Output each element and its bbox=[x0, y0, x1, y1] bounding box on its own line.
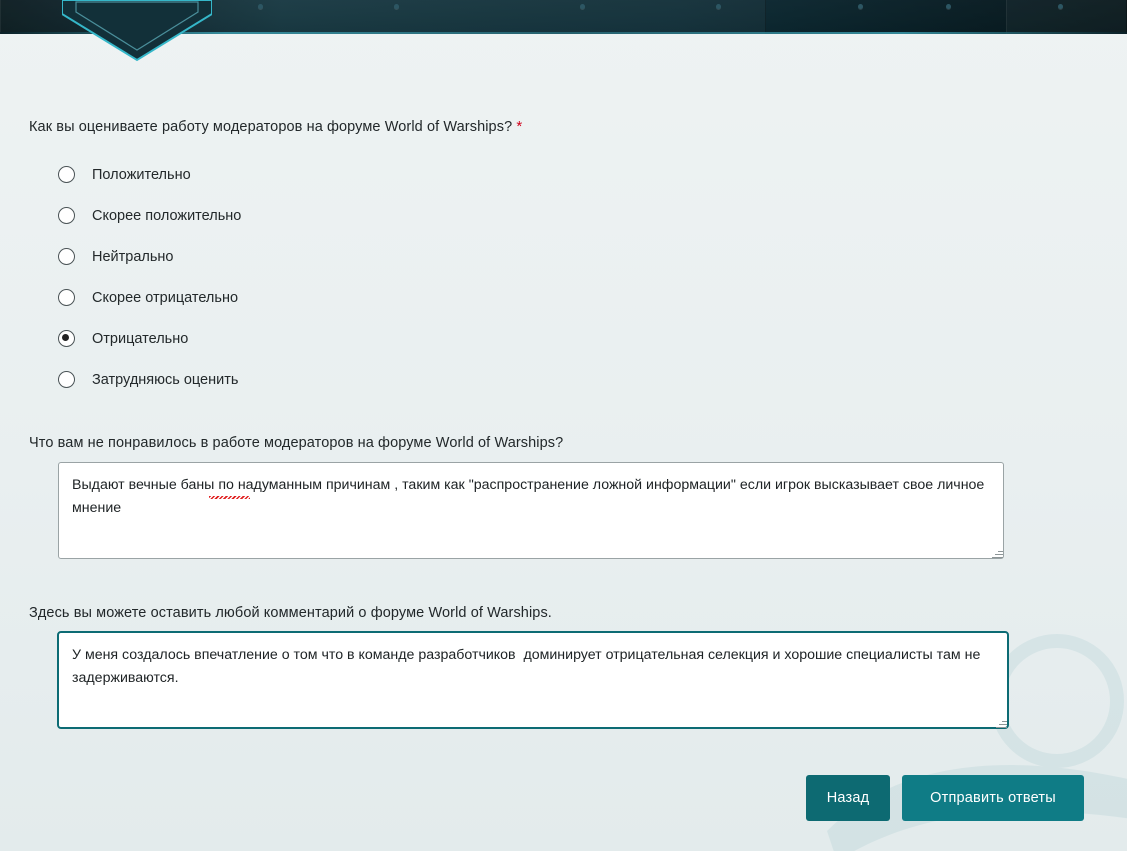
radio-option-rather-negative[interactable] bbox=[58, 277, 241, 318]
question-2-textarea[interactable] bbox=[58, 462, 1004, 559]
submit-answers-button[interactable]: Отправить ответы bbox=[902, 775, 1084, 821]
option-label: Скорее отрицательно bbox=[92, 289, 239, 306]
question-1-text: Как вы оцениваете работу модераторов на форуме World of Warships? bbox=[29, 119, 513, 135]
radio-icon-selected[interactable] bbox=[58, 330, 75, 347]
back-button[interactable]: Назад bbox=[806, 775, 890, 821]
question-3-label: Здесь вы можете оставить любой комментарий о форуме World of Warships. bbox=[29, 605, 552, 621]
radio-icon[interactable] bbox=[58, 166, 75, 183]
radio-option-neutral[interactable] bbox=[58, 236, 241, 277]
option-label: Затрудняюсь оценить bbox=[92, 371, 239, 388]
option-label: Положительно bbox=[92, 166, 191, 183]
banner-glow-line bbox=[0, 32, 1127, 34]
radio-option-hard-to-say[interactable] bbox=[58, 359, 241, 400]
page-banner bbox=[0, 0, 1127, 34]
question-2-label: Что вам не понравилось в работе модераторов на форуме World of Warships? bbox=[29, 435, 564, 451]
required-asterisk: * bbox=[516, 118, 523, 135]
radio-option-negative[interactable] bbox=[58, 318, 241, 359]
option-label: Нейтрально bbox=[92, 248, 174, 265]
option-label: Отрицательно bbox=[92, 330, 189, 347]
question-1-options bbox=[58, 154, 241, 400]
spellcheck-underline bbox=[209, 496, 250, 499]
radio-icon[interactable] bbox=[58, 289, 75, 306]
question-1-label bbox=[29, 118, 522, 135]
form-actions bbox=[0, 775, 1127, 821]
option-label: Скорее положительно bbox=[92, 207, 242, 224]
radio-option-positive[interactable] bbox=[58, 154, 241, 195]
radio-icon[interactable] bbox=[58, 371, 75, 388]
banner-rivets bbox=[0, 4, 1127, 14]
radio-icon[interactable] bbox=[58, 248, 75, 265]
radio-icon[interactable] bbox=[58, 207, 75, 224]
question-3-textarea[interactable] bbox=[57, 631, 1009, 729]
radio-option-rather-positive[interactable] bbox=[58, 195, 241, 236]
